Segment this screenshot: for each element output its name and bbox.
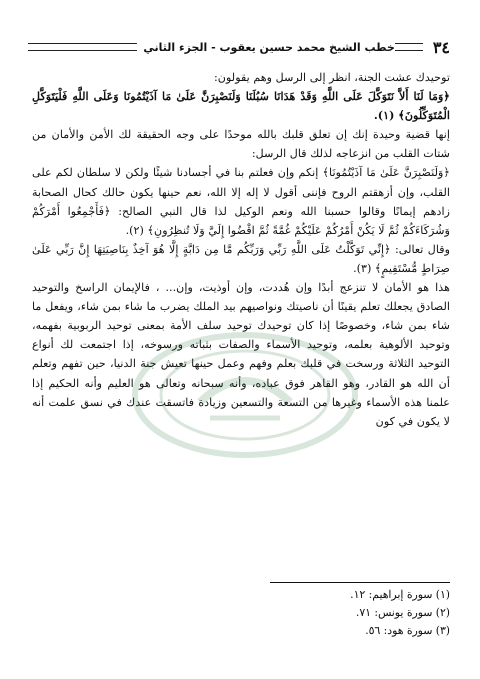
paragraph-intro: توحيدك عشت الجنة، انظر إلى الرسل وهم يقولون: bbox=[214, 71, 450, 84]
page-header bbox=[28, 36, 450, 58]
quran-verse-ibrahim: ﴿وَمَا لَنَا أَلاَّ نَتَوَكَّلَ عَلَى اللَّهِ وَقَدْ هَدَانَا سُبُلَنَا وَلَنَصْبِرَنَّ عَلَىٰ مَا آذَيْتُمُونَا وَعَلَى اللَّهِ فَلْيَتَوَكَّلِ الْمُتَوَكِّلُونَ﴾ (١). bbox=[32, 89, 450, 123]
footnote-2: (٢) سورة يونس: ٧١. bbox=[355, 606, 450, 619]
running-title: خطب الشيخ محمد حسين يعقوب - الجزء الثاني bbox=[143, 40, 395, 54]
footnote-3: (٣) سورة هود: ٥٦. bbox=[365, 624, 450, 637]
paragraph-patience: ﴿وَلَنَصْبِرَنَّ عَلَىٰ مَا آذَيْتُمُونَا﴾ إنكم وإن فعلتم بنا في أجسادنا شيئًا ولكن لا سلطان لكم على القلب، وإن أزهقتم الروح فإننى أقول لا إله إلا الله، نعم حينها يكون حالك كحال الصحابة زادهم إيمانًا وقالوا حسبنا الله ونعم الوكيل لذا قال النبي الصالح: ﴿فَأَجْمِعُوا أَمْرَكُمْ وَشُرَكَاءَكُمْ ثُمَّ لَا يَكُنْ أَمْرُكُمْ عَلَيْكُمْ غُمَّةً ثُمَّ اقْضُوا إِلَيَّ وَلَا تُنظِرُونِ﴾ (٢). bbox=[32, 166, 450, 237]
page-number: ٣٤ bbox=[432, 37, 450, 57]
header-rule-right bbox=[395, 43, 423, 51]
paragraph-tawheed: هذا هو الأمان لا تنزعج أبدًا وإن هُددت، وإن أوذيت، وإن... ، فالإيمان الراسخ والتوحيد الصادق يجعلك تعلم يقينًا أن ناصيتك ونواصيهم بيد الملك يضرب ما شاء بمن شاء، ويفعل ما شاء بمن شاء، وخصوصًا إذا كان توحيدك توحيد سلف الأمة بمعنى توحيد الربوبية بفهمه، وتوحيد الألوهية بعلمه، وتوحيد الأسماء والصفات بثباته ورسوخه، إذا اجتمعت لك أنواع التوحيد الثلاثة ورسخت في قلبك بعلم وفهم وعمل حينها تعيش جنة الدنيا، حين تفهم وتعلم أن الله هو القادر، وهو القاهر فوق عباده، وأنه سبحانه وتعالى هو العليم وأنه الحكيم إذا علمنا هذه الأسماء وغيرها من التسعة والتسعين وزيادة فاتسقت عندك في نسق علمت أنه لا يكون في كون bbox=[32, 281, 450, 428]
page-body bbox=[32, 68, 450, 431]
paragraph-security: إنها قضية وحيدة إنك إن تعلق قلبك بالله موحدًا على وجه الحقيقة لك الأمن والأمان من شتات القلب من انزعاجه لذلك قال الرسل: bbox=[32, 128, 450, 161]
footnote-1: (١) سورة إبراهيم: ١٢. bbox=[350, 588, 450, 601]
footnote-separator bbox=[270, 582, 450, 583]
footnotes bbox=[60, 586, 450, 640]
quran-verse-hud: وقال تعالى: ﴿إِنِّي تَوَكَّلْتُ عَلَى اللَّهِ رَبِّي وَرَبِّكُم مَّا مِن دَابَّةٍ إِلَّا هُوَ آخِذٌ بِنَاصِيَتِهَا إِنَّ رَبِّي عَلَىٰ صِرَاطٍ مُّسْتَقِيمٍ﴾ (٣). bbox=[32, 242, 450, 275]
header-rule-left bbox=[28, 43, 137, 51]
